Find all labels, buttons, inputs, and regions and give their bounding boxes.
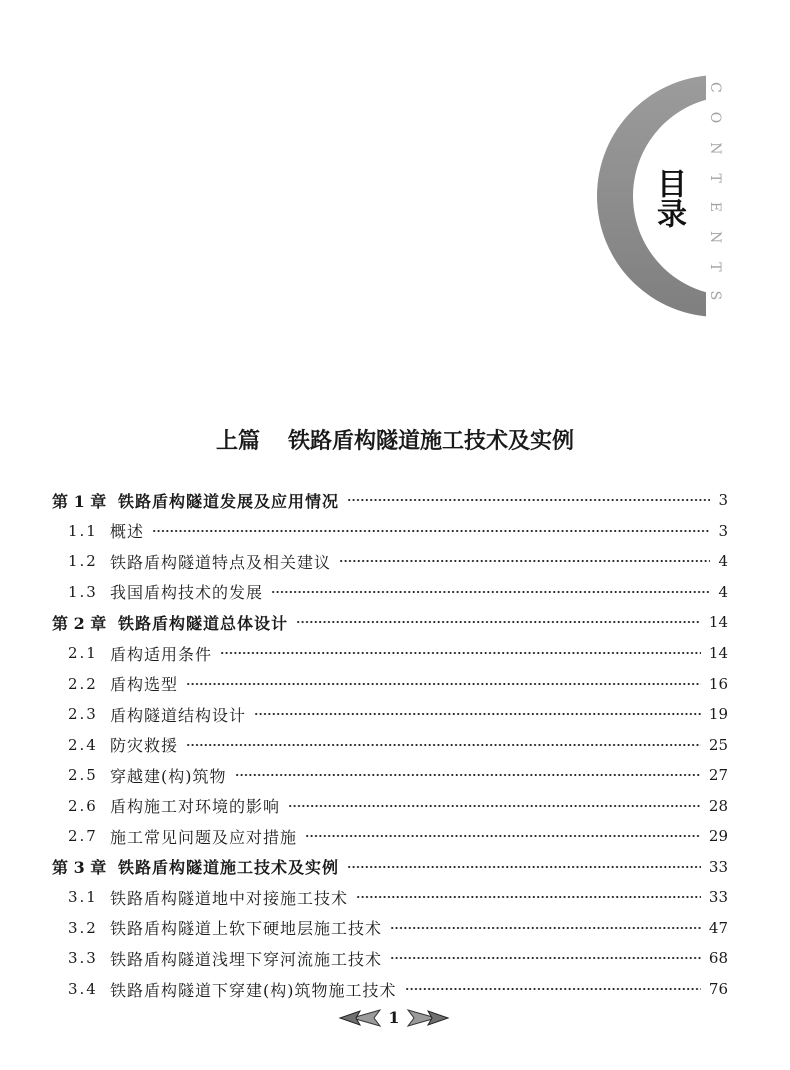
chapter-number: 第 1 章 [52,491,107,511]
double-right-arrow-icon [406,1008,450,1028]
contents-vertical-label: CONTENTS [707,82,723,320]
toc-section-row [0,974,790,1005]
dot-leader [220,651,701,655]
toc-section-row [0,790,790,821]
part-title [0,426,790,456]
page-number: 33 [708,857,728,876]
page-number: 28 [708,796,728,815]
toc-heading: 目录 [651,168,686,228]
page-number: 76 [708,980,728,999]
dot-leader [405,987,701,991]
chapter-title: 铁路盾构隧道发展及应用情况 [118,491,340,511]
table-of-contents [0,485,790,1004]
toc-section-row [0,882,790,913]
page-number: 19 [708,705,728,724]
section-number: 3.1 [68,888,98,907]
dot-leader [305,834,701,838]
section-title: 防灾救援 [110,736,179,756]
toc-section-row [0,760,790,791]
footer-page-number: 1 [388,1008,400,1027]
section-number: 1.1 [68,521,98,540]
dot-leader [390,926,701,930]
toc-chapter-row [0,607,790,638]
toc-section-row [0,943,790,974]
section-title: 概述 [110,522,145,542]
section-number: 2.3 [68,705,98,724]
part-label: 上篇 [215,428,260,454]
section-title: 盾构施工对环境的影响 [110,797,281,817]
section-title: 铁路盾构隧道上软下硬地层施工技术 [110,919,383,939]
section-number: 2.7 [68,827,98,846]
dot-leader [296,620,701,624]
double-left-arrow-icon [338,1008,382,1028]
page-number: 33 [708,888,728,907]
toc-section-row [0,729,790,760]
page-number: 47 [708,918,728,937]
toc-section-row [0,577,790,608]
part-name: 铁路盾构隧道施工技术及实例 [288,428,575,454]
dot-leader [235,773,701,777]
section-number: 2.6 [68,796,98,815]
section-number: 3.3 [68,949,98,968]
section-number: 1.3 [68,582,98,601]
toc-chapter-row [0,485,790,516]
toc-section-row [0,913,790,944]
toc-section-row [0,821,790,852]
section-title: 盾构隧道结构设计 [110,705,247,725]
section-number: 3.2 [68,918,98,937]
dot-leader [152,529,710,533]
chapter-title: 铁路盾构隧道总体设计 [118,613,289,633]
section-title: 穿越建(构)筑物 [110,766,227,786]
section-title: 我国盾构技术的发展 [110,583,264,603]
dot-leader [186,682,701,686]
page-number: 29 [708,827,728,846]
dot-leader [347,865,701,869]
section-number: 2.1 [68,644,98,662]
section-number: 2.5 [68,766,98,785]
dot-leader [356,895,701,899]
page-number: 3 [718,521,728,540]
toc-section-row [0,546,790,577]
page-number: 3 [718,491,728,510]
section-title: 铁路盾构隧道特点及相关建议 [110,552,332,572]
section-number: 3.4 [68,980,98,999]
section-number: 1.2 [68,552,98,571]
section-number: 2.2 [68,674,98,693]
section-title: 铁路盾构隧道浅埋下穿河流施工技术 [110,949,383,969]
dot-leader [339,559,710,563]
dot-leader [254,712,701,716]
toc-section-row [0,699,790,730]
page-number: 27 [708,766,728,785]
page-number: 68 [708,949,728,968]
chapter-number: 第 3 章 [52,858,107,878]
dot-leader [288,804,701,808]
dot-leader [347,498,710,502]
toc-chapter-row [0,852,790,883]
chapter-number: 第 2 章 [52,613,107,633]
section-title: 施工常见问题及应对措施 [110,827,298,847]
toc-section-row [0,516,790,547]
dot-leader [186,743,701,747]
toc-section-row [0,668,790,699]
page-number: 4 [718,552,728,571]
dot-leader [271,590,710,594]
page-number: 14 [708,644,728,662]
section-title: 盾构适用条件 [110,644,213,664]
section-title: 铁路盾构隧道下穿建(构)筑物施工技术 [110,980,397,1000]
page-number: 25 [708,735,728,754]
page-number: 16 [708,674,728,693]
page-number: 14 [708,613,728,632]
dot-leader [390,956,701,960]
toc-section-row [0,638,790,669]
section-number: 2.4 [68,735,98,754]
section-title: 盾构选型 [110,675,179,695]
chapter-title: 铁路盾构隧道施工技术及实例 [118,858,340,878]
section-title: 铁路盾构隧道地中对接施工技术 [110,888,349,908]
page-number: 4 [718,582,728,601]
